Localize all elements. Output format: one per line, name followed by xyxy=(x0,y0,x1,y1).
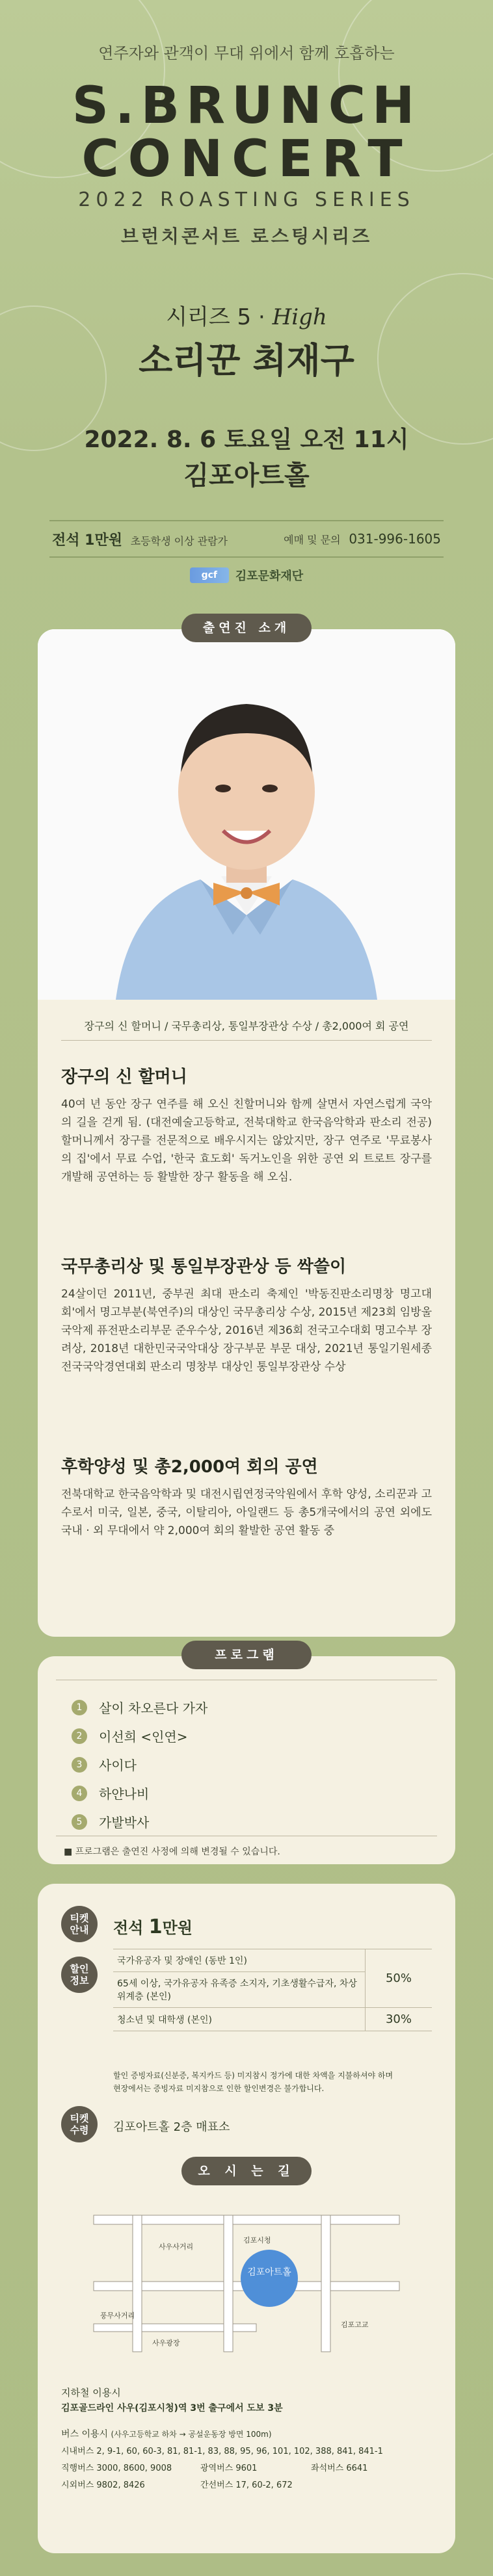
program-item xyxy=(72,1698,207,1717)
discount-badge xyxy=(61,1957,98,1993)
map-label: 사우광장 xyxy=(152,2339,180,2347)
price-suffix: 만원 xyxy=(162,1919,193,1937)
program-item xyxy=(72,1812,149,1831)
ticket-card xyxy=(38,1884,455,2553)
hero-section xyxy=(0,0,493,501)
inquiry-label: 예매 및 문의 xyxy=(284,534,341,546)
subway-title: 지하철 이용시 xyxy=(61,2387,121,2399)
bio-heading: 장구의 신 할머니 xyxy=(61,1067,187,1087)
ticket-badge xyxy=(61,1906,98,1942)
inquiry-info xyxy=(284,531,441,547)
subtitle-italic: High xyxy=(272,304,327,330)
program-item xyxy=(72,1784,149,1802)
program-item xyxy=(72,1755,137,1774)
program-num: 4 xyxy=(72,1786,87,1801)
price-info xyxy=(52,529,228,549)
performer-card xyxy=(38,629,455,1637)
bus-heading xyxy=(61,2427,272,2440)
discount-table xyxy=(113,1949,432,2031)
price-prefix: 전석 xyxy=(113,1919,149,1937)
table-row xyxy=(113,2008,432,2031)
price-number: 1 xyxy=(148,1916,163,1938)
program-num: 3 xyxy=(72,1757,87,1773)
performer-illustration xyxy=(38,629,455,1000)
series-subtitle xyxy=(0,299,493,331)
age-text: 초등학생 이상 관람가 xyxy=(130,534,228,547)
title-line-1: S.BRUNCH xyxy=(72,77,421,135)
foundation-name: 김포문화재단 xyxy=(235,569,304,583)
badge-label: 티켓 수령 xyxy=(70,2113,89,2136)
map-label: 김포고교 xyxy=(341,2321,369,2329)
bio-section-1 xyxy=(61,1063,432,1186)
directions-pill: 오 시 는 길 xyxy=(181,2157,312,2185)
price-text: 전석 1만원 xyxy=(52,532,122,549)
info-bar xyxy=(49,520,444,558)
program-title: 가발박사 xyxy=(99,1815,150,1830)
map-label: 김포시청 xyxy=(243,2237,271,2244)
discount-pct: 50% xyxy=(366,1949,433,2008)
badge-label: 티켓 안내 xyxy=(70,1912,89,1936)
discount-note: 할인 증빙자료(신분증, 복지카드 등) 미지참시 정가에 대한 차액을 지불하셔야 하며 xyxy=(113,2071,393,2080)
foundation-logo-mark: gcf xyxy=(190,567,229,583)
concert-date: 2022. 8. 6 토요일 오전 11시 xyxy=(84,426,409,453)
bio-heading: 국무총리상 및 통일부장관상 등 싹쓸이 xyxy=(61,1257,347,1277)
pickup-badge xyxy=(61,2106,98,2142)
performer-pill: 출연진 소개 xyxy=(181,614,312,642)
discount-pct: 30% xyxy=(366,2008,433,2031)
map-label: 사우사거리 xyxy=(159,2243,194,2251)
bus-head: (사우고등학교 하차 → 공설운동장 방면 100m) xyxy=(111,2430,272,2439)
tagline: 연주자와 관객이 무대 위에서 함께 호흡하는 xyxy=(98,44,395,62)
bus-metro: 광역버스 9601 xyxy=(200,2464,258,2473)
divider xyxy=(61,1040,432,1041)
subway-info: 김포골드라인 사우(김포시청)역 3번 출구에서 도보 3분 xyxy=(61,2403,283,2413)
bus-seat: 좌석버스 6641 xyxy=(311,2464,368,2473)
discount-text: 국가유공자 및 장애인 (동반 1인) xyxy=(113,1949,366,1972)
discount-note: 현장에서는 증빙자료 미지참으로 인한 할인변경은 불가합니다. xyxy=(113,2084,325,2093)
performer-photo xyxy=(38,629,455,1000)
map-label: 풍무사거리 xyxy=(100,2312,135,2320)
foundation-logo xyxy=(0,567,493,584)
phone-number[interactable]: 031-996-1605 xyxy=(349,531,441,547)
map-label-venue: 김포아트홀 xyxy=(247,2267,291,2277)
bio-heading: 후학양성 및 총2,000여 회의 공연 xyxy=(61,1457,318,1477)
series-ko: 브런치콘서트 로스팅시리즈 xyxy=(120,226,373,247)
performer-caption: 장구의 신 할머니 / 국무총리상, 통일부장관상 수상 / 총2,000여 회 공연 xyxy=(84,1020,409,1032)
program-card xyxy=(38,1656,455,1864)
bus-town: 간선버스 17, 60-2, 672 xyxy=(200,2480,293,2490)
program-title: 살이 차오른다 가자 xyxy=(99,1700,208,1716)
bio-section-3 xyxy=(61,1453,432,1540)
bus-title: 버스 이용시 xyxy=(61,2429,109,2439)
subtitle-prefix: 시리즈 5 · xyxy=(166,304,273,330)
badge-label: 할인 정보 xyxy=(70,1963,89,1986)
bio-body: 40여 년 동안 장구 연주를 해 오신 친할머니와 함께 살면서 자연스럽게 국악의 길을 걷게 됨. (대전예술고등학교, 전북대학교 한국음악학과 판소리 전공) 할머니께서 장구를 전문적으로 배우시지는 않았지만, 장구 연주로 '무료봉사의 집'에서 무료 수업, '한국 효도회' 독거노인을 위한 공연 외 트로트 장구를 개발해 공연하는 등 활발한 장구 활동을 해 오심. xyxy=(61,1098,432,1184)
program-num: 1 xyxy=(72,1700,87,1715)
program-title: 하얀나비 xyxy=(99,1786,150,1802)
bio-section-2 xyxy=(61,1253,432,1376)
table-row xyxy=(113,1949,432,1972)
bus-city: 시내버스 2, 9-1, 60, 60-3, 81, 81-1, 83, 88, 95, 96, 101, 102, 388, 841, 841-1 xyxy=(61,2447,383,2456)
ticket-price xyxy=(113,1915,193,1938)
title-line-2: CONCERT xyxy=(81,130,412,189)
program-title: 사이다 xyxy=(99,1758,137,1773)
discount-text: 65세 이상, 국가유공자 유족증 소지자, 기초생활수급자, 차상위계층 (본인) xyxy=(113,1972,366,2008)
program-item xyxy=(72,1726,187,1745)
pickup-location: 김포아트홀 2층 매표소 xyxy=(113,2120,230,2134)
bus-village: 시외버스 9802, 8426 xyxy=(61,2480,145,2490)
series-en: 2022 ROASTING SERIES xyxy=(78,189,415,211)
program-note: ■ 프로그램은 출연진 사정에 의해 변경될 수 있습니다. xyxy=(64,1847,280,1857)
bio-body: 24살이던 2011년, 중부권 최대 판소리 축제인 '박동진판소리명창 명고대회'에서 명고부분(북연주)의 대상인 국무총리상 수상, 2015년 제23회 임방울국악제 퓨전판소리부문 준우수상, 2016년 제36회 전국고수대회 명고수부 장려상, 2018년 대한민국국악대상 장구부문 부문 대상, 2021년 통일기원세종전국국악경연대회 판소리 명창부 대상인 통일부장관상 수상 xyxy=(61,1288,432,1373)
bus-direct: 직행버스 3000, 8600, 9008 xyxy=(61,2464,172,2473)
program-title: 이선희 <인연> xyxy=(99,1729,188,1745)
concert-venue: 김포아트홀 xyxy=(183,461,310,491)
program-num: 2 xyxy=(72,1728,87,1744)
bio-body: 전북대학교 한국음악학과 및 대전시립연정국악원에서 후학 양성, 소리꾼과 고수로서 미국, 일본, 중국, 이탈리아, 아일랜드 등 총5개국에서의 공연 외에도 국내 · 외 무대에서 약 2,000여 회의 활발한 공연 활동 중 xyxy=(61,1488,432,1537)
program-pill: 프로그램 xyxy=(181,1641,312,1669)
discount-text: 청소년 및 대학생 (본인) xyxy=(113,2008,366,2031)
location-map xyxy=(74,2197,419,2366)
performer-title: 소리꾼 최재구 xyxy=(139,340,354,381)
program-num: 5 xyxy=(72,1814,87,1830)
